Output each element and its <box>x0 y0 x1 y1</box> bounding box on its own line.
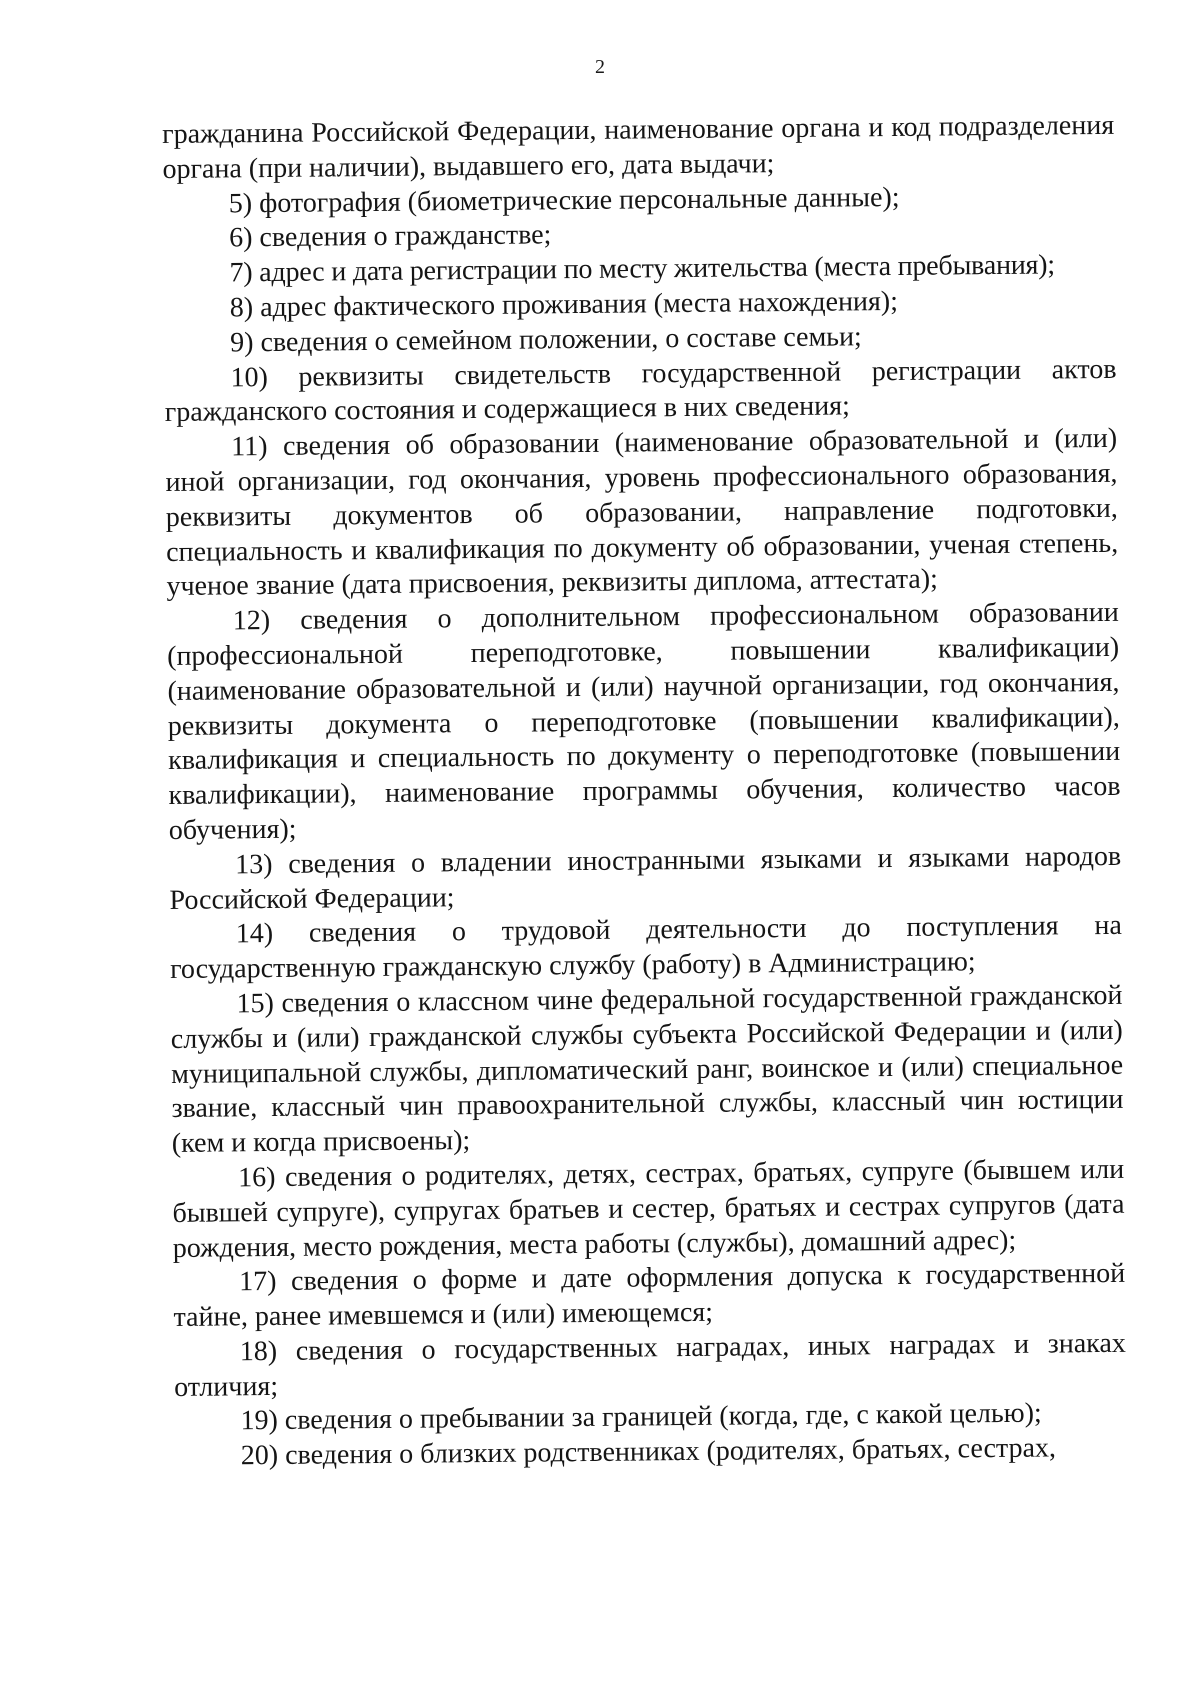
list-item-15: 15) сведения о классном чине федеральной государственной гражданской службы и (или) гражданской службы субъекта Российской Федерации и (или) муниципальной службы, дипломатический ранг, воинское и (или) специальное звание, классный чин правоохранительной службы, классный чин юстиции (кем и когда присвоены); <box>170 979 1124 1160</box>
list-item-5: 5) фотография (биометрические персональные данные); <box>228 181 900 219</box>
list-item-6: 6) сведения о гражданстве; <box>229 219 552 254</box>
list-item-18: 18) сведения о государственных наградах, иных наградах и знаках отличия; <box>174 1327 1126 1403</box>
list-item-13: 13) сведения о владении иностранными языками и языками народов Российской Федерации; <box>169 840 1122 916</box>
paragraph-continuation: гражданина Российской Федерации, наименование органа и код подразделения органа (при наличии), выдавшего его, дата выдачи; <box>162 109 1115 185</box>
list-item-7: 7) адрес и дата регистрации по месту жительства (места пребывания); <box>229 249 1056 289</box>
page-number: 2 <box>595 56 605 78</box>
list-item-8: 8) адрес фактического проживания (места нахождения); <box>229 285 899 324</box>
list-item-11: 11) сведения об образовании (наименование образовательной и (или) иной организации, год окончания, уровень профессионального образования, реквизиты документов об образовании, направление подготовки, специальность и квалификация по документу об образовании, ученая степень, ученое звание (дата присвоения, реквизиты диплома, аттестата); <box>165 423 1119 603</box>
list-item-10: 10) реквизиты свидетельств государственной регистрации актов гражданского состояния и содержащиеся в них сведения; <box>164 353 1117 429</box>
list-item-19: 19) сведения о пребывании за границей (когда, где, с какой целью); <box>240 1398 1042 1437</box>
list-item-16: 16) сведения о родителях, детях, сестрах, братьях, супруге (бывшем или бывшей супруге), супругах братьев и сестер, братьях и сестрах супругов (дата рождения, место рождения, места работы (службы), домашний адрес); <box>172 1153 1125 1264</box>
list-item-12: 12) сведения о дополнительном профессиональном образовании (профессиональной переподготовке, повышении квалификации) (наименование образовательной и (или) научной организации, год окончания, реквизиты документа о переподготовке (повышении квалификации), квалификация и специальность по документу о переподготовке (повышении квалификации), наименование программы обучения, количество часов обучения); <box>167 596 1121 846</box>
list-item-9: 9) сведения о семейном положении, о составе семьи; <box>230 321 862 359</box>
document-body <box>162 109 1127 1475</box>
list-item-14: 14) сведения о трудовой деятельности до поступления на государственную гражданскую службу (работу) в Администрацию; <box>170 910 1122 986</box>
list-item-20: 20) сведения о близких родственниках (родителях, братьях, сестрах, <box>240 1432 1057 1472</box>
list-item-17: 17) сведения о форме и дате оформления допуска к государственной тайне, ранее имевшемся и (или) имеющемся; <box>173 1258 1126 1334</box>
